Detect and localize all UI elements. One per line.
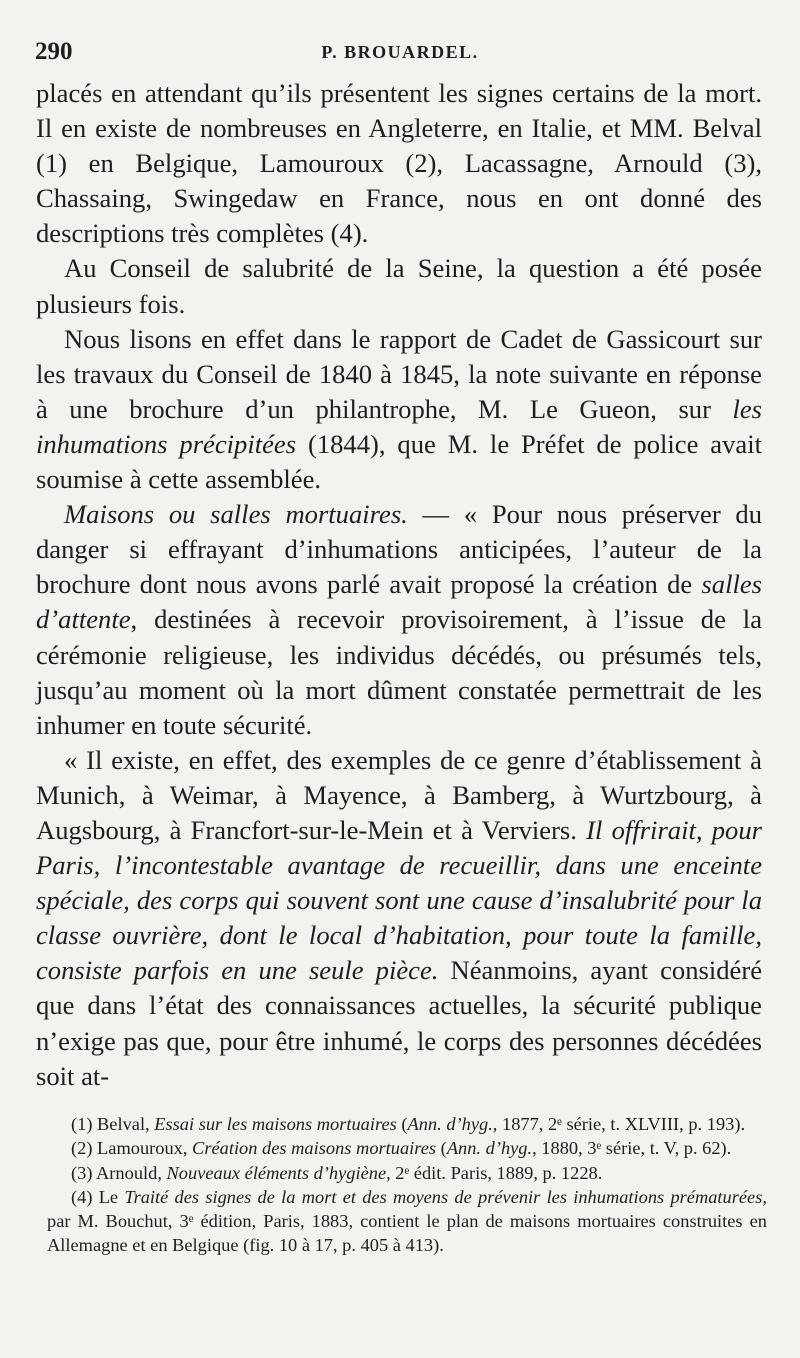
paragraph-5-italic: Il offrirait, pour Paris, l’incontestable avantage de recueillir, dans une enceinte spéciale, des corps qui souvent sont une cause d’insalubrité pour la classe ouvrière, dont le local d’habitation, pour toute la famille, consiste parfois en une seule pièce. <box>36 814 762 986</box>
paragraph-5-text-b: Néanmoins, ayant considéré que dans l’état des connaissances actuelles, la sécurité publique n’exige pas que, pour être inhumé, le corps des personnes décédées soit at- <box>36 955 762 1091</box>
paragraph-3 <box>36 322 762 497</box>
footnote-2-italic: Création des maisons mortuaires <box>192 1138 437 1159</box>
main-text <box>36 76 762 1094</box>
footnote-2 <box>47 1136 767 1160</box>
paragraph-3-italic: les inhumations précipitées <box>36 393 762 459</box>
footnote-3-italic: Nouveaux éléments d’hygiène <box>166 1162 387 1183</box>
footnote-1-italic: Essai sur les maisons mortuaires <box>154 1114 397 1134</box>
paragraph-1: placés en attendant qu’ils présentent les signes certains de la mort. Il en existe de nombreuses en Angleterre, en Italie, et MM. Belval (1) en Belgique, Lamouroux (2), Lacassagne, Arnould (3), Chassaing, Swingedaw en France, nous en ont donné des descriptions très complètes (4). <box>36 78 762 249</box>
footnote-4-italic: Traité des signes de la mort et des moyens de prévenir les inhumations prématurées <box>124 1186 763 1207</box>
paragraph-4 <box>36 497 762 743</box>
page-number: 290 <box>35 38 73 65</box>
footnote-4 <box>47 1185 767 1258</box>
footnote-2-journal: Ann. d’hyg. <box>446 1138 533 1159</box>
page-header <box>35 38 765 72</box>
paragraph-2: Au Conseil de salubrité de la Seine, la question a été posée plusieurs fois. <box>36 253 762 319</box>
footnote-1-text-c: , 1877, 2ᵉ série, t. XLVIII, p. 193). <box>492 1114 746 1134</box>
section-title-maisons-mortuaires: Maisons ou salles mortuaires. <box>64 499 408 530</box>
paragraph-4-text-a: — « Pour nous préserver du danger si effrayant d’inhumations anticipées, l’auteur de la brochure dont nous avons parlé avait proposé la création de <box>36 499 762 600</box>
footnote-1-text-a: (1) Belval, <box>71 1114 155 1134</box>
footnote-2-text-c: , 1880, 3ᵉ série, t. V, p. 62). <box>532 1138 732 1159</box>
paragraph-4-text-b: , destinées à recevoir provisoirement, à l’issue de la cérémonie religieuse, les individus décédés, ou présumés tels, jusqu’au moment où la mort dûment constatée permettrait de les inhumer en toute sécurité. <box>36 604 762 740</box>
footnote-3-text-a: (3) Arnould, <box>71 1162 167 1183</box>
footnote-4-text-b: , par M. Bouchut, 3ᵉ édition, Paris, 1883, contient le plan de maisons mortuaires construites en Allemagne et en Belgique (fig. 10 à 17, p. 405 à 413). <box>47 1186 767 1256</box>
footnote-1-text-b: ( <box>396 1114 408 1134</box>
paragraph-4-italic: salles d’attente <box>36 569 762 635</box>
paragraph-3-text-b: (1844), que M. le Préfet de police avait soumise à cette assemblée. <box>36 428 762 495</box>
paragraph-3-text-a: Nous lisons en effet dans le rapport de Cadet de Gassicourt sur les travaux du Conseil de 1840 à 1845, la note suivante en réponse à une brochure d’un philantrophe, M. Le Gueon, sur <box>36 323 762 424</box>
paragraph-5-text-a: « Il existe, en effet, des exemples de ce genre d’établissement à Munich, à Weimar, à Mayence, à Bamberg, à Wurtzbourg, à Augsbourg, à Francfort-sur-le-Mein et à Verviers. <box>36 744 762 845</box>
footnote-2-text-a: (2) Lamouroux, <box>71 1138 193 1159</box>
footnote-4-text-a: (4) Le <box>71 1186 125 1207</box>
footnotes <box>47 1112 767 1258</box>
running-head: P. BROUARDEL. <box>321 42 479 62</box>
footnote-2-text-b: ( <box>436 1138 447 1159</box>
paragraph-5 <box>36 743 762 1094</box>
footnote-1-journal: Ann. d’hyg. <box>407 1114 493 1134</box>
footnote-3 <box>47 1161 767 1185</box>
footnote-1 <box>47 1112 767 1136</box>
footnote-3-text-b: , 2ᵉ édit. Paris, 1889, p. 1228. <box>386 1162 603 1183</box>
